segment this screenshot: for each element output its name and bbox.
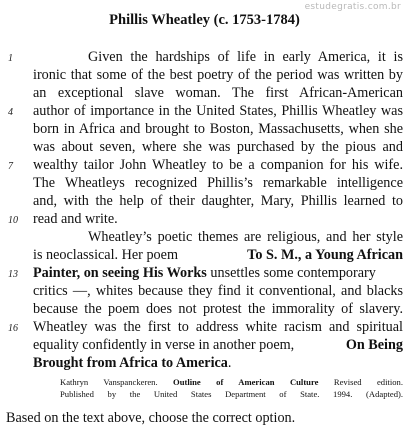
text-line: was about seven, where she was purchased by the pious and	[33, 139, 403, 155]
poem-title: Brought from Africa to America	[33, 355, 228, 371]
text-line	[33, 336, 403, 354]
line-number: 13	[8, 269, 18, 280]
passage-title: Phillis Wheatley (c. 1753-1784)	[109, 12, 300, 28]
poem-title: To S. M., a Young African	[247, 247, 403, 263]
line-number: 10	[8, 215, 18, 226]
text-line: because the poem does not protest the immorality of slavery.	[33, 301, 403, 317]
line-number: 1	[8, 53, 13, 64]
text-fragment: unsettles some contemporary	[206, 265, 376, 281]
text-line: The Wheatleys recognized Phillis’s remarkable intelligence	[33, 175, 403, 191]
source-work: Outline of American Culture	[173, 377, 319, 387]
text-line: wealthy tailor John Wheatley to be a companion for his wife.	[33, 157, 403, 173]
watermark: estudegratis.com.br	[304, 2, 401, 12]
line-number: 4	[8, 107, 13, 118]
text-line: critics —, whites because they find it conventional, and blacks	[33, 283, 403, 299]
text-line: Wheatley was the first to address white racism and spiritual	[33, 319, 403, 335]
text-fragment: is neoclassical. Her poem	[33, 247, 178, 263]
poem-title: On Being	[345, 337, 403, 353]
text-line	[33, 354, 403, 372]
text-line	[33, 264, 403, 282]
text-line: author of importance in the United States, Phillis Wheatley was	[33, 103, 403, 119]
text-fragment: .	[227, 355, 232, 371]
text-line	[33, 246, 403, 264]
poem-title: Painter, on seeing His Works	[33, 265, 207, 281]
text-line: Wheatley’s poetic themes are religious, and her style	[88, 229, 403, 245]
text-line: read and write.	[33, 211, 118, 227]
source-line	[60, 377, 403, 388]
text-line: an exceptional slave woman. The first African-American	[33, 85, 403, 101]
text-line: born in Africa and brought to Boston, Massachusetts, when she	[33, 121, 403, 137]
source-line: Published by the United States Department of State. 1994. (Adapted).	[60, 389, 403, 399]
question-prompt: Based on the text above, choose the correct option.	[6, 410, 296, 426]
text-fragment: equality confidently in verse in another poem,	[33, 337, 295, 353]
text-line: and, with the help of their daughter, Mary, Phillis learned to	[33, 193, 403, 209]
text-line: ironic that some of the best poetry of the period was written by	[33, 67, 403, 83]
text-line: Given the hardships of life in early America, it is	[88, 49, 403, 65]
source-edition: Revised edition.	[318, 377, 404, 387]
source-author: Kathryn Vanspanckeren.	[60, 377, 158, 387]
line-number: 16	[8, 323, 18, 334]
line-number: 7	[8, 161, 13, 172]
